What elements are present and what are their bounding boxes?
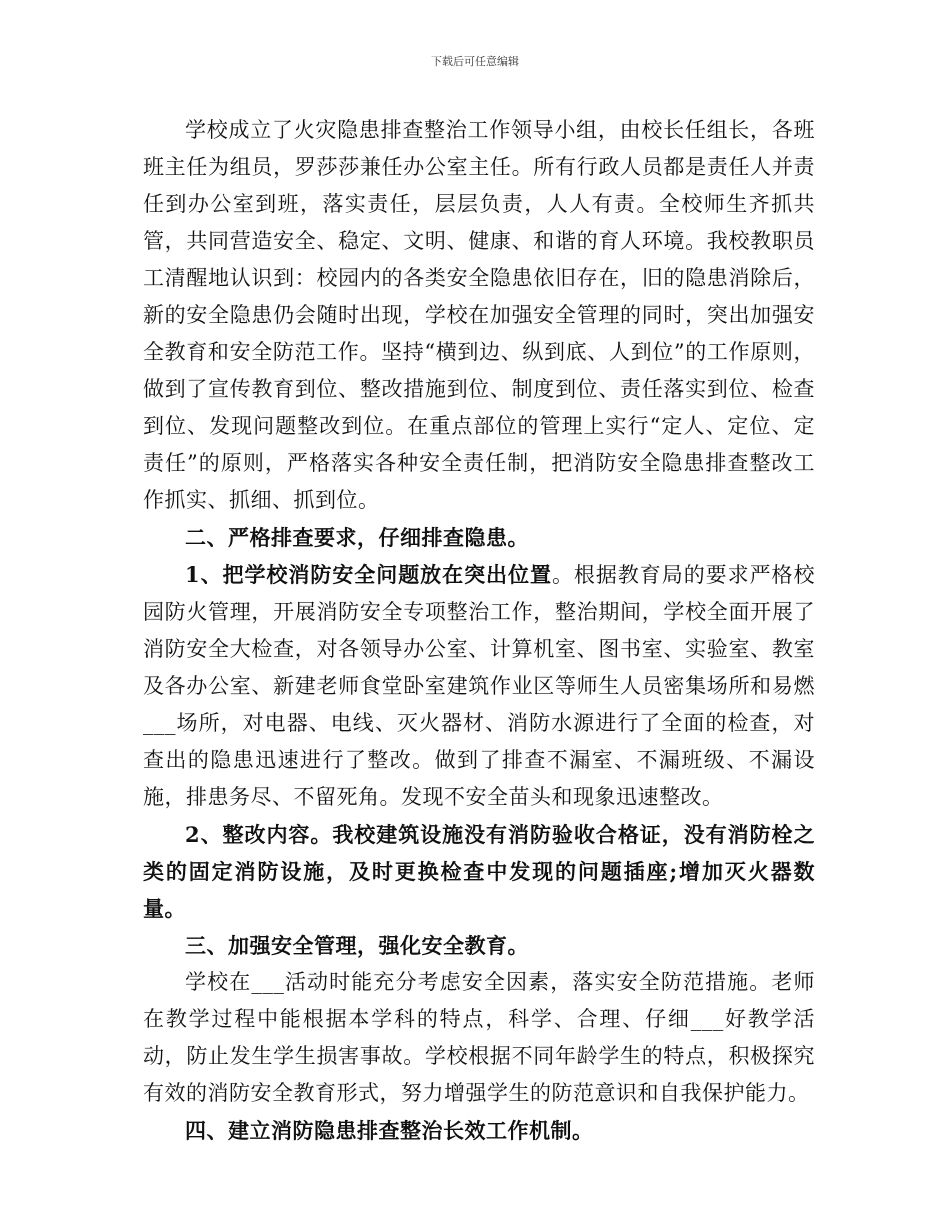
- section-heading-2: 二、严格排查要求，仔细排查隐患。: [185, 525, 529, 550]
- section-heading-4: 四、建立消防隐患排查整治长效工作机制。: [185, 1118, 594, 1143]
- document-body: [143, 112, 815, 1149]
- page-header: 下载后可任意编辑: [431, 55, 519, 68]
- paragraph-lead-bold: 1、把学校消防安全问题放在突出位置: [185, 562, 552, 587]
- paragraph-fire-safety-priority: [143, 556, 815, 816]
- paragraph-rectification-content: 2、整改内容。我校建筑设施没有消防验收合格证，没有消防栓之类的固定消防设施，及时更换检查中发现的问题插座;增加灭火器数量。: [143, 822, 815, 921]
- section-heading-3: 三、加强安全管理，强化安全教育。: [185, 933, 529, 958]
- paragraph-safety-education: 学校在___活动时能充分考虑安全因素，落实安全防范措施。老师在教学过程中能根据本学科的特点，科学、合理、仔细___好教学活动，防止发生学生损害事故。学校根据不同年龄学生的特点，积极探究有效的消防安全教育形式，努力增强学生的防范意识和自我保护能力。: [143, 970, 815, 1105]
- paragraph-body-text: 。根据教育局的要求严格校园防火管理，开展消防安全专项整治工作，整治期间，学校全面开展了消防安全大检查，对各领导办公室、计算机室、图书室、实验室、教室及各办公室、新建老师食堂卧室建筑作业区等师生人员密集场所和易燃___场所，对电器、电线、灭火器材、消防水源进行了全面的检查，对查出的隐患迅速进行了整改。做到了排查不漏室、不漏班级、不漏设施，排患务尽、不留死角。发现不安全苗头和现象迅速整改。: [143, 563, 815, 809]
- paragraph-leadership-group: 学校成立了火灾隐患排查整治工作领导小组，由校长任组长，各班班主任为组员，罗莎莎兼任办公室主任。所有行政人员都是责任人并责任到办公室到班，落实责任，层层负责，人人有责。全校师生齐抓共管，共同营造安全、稳定、文明、健康、和谐的育人环境。我校教职员工清醒地认识到：校园内的各类安全隐患依旧存在，旧的隐患消除后，新的安全隐患仍会随时出现，学校在加强安全管理的同时，突出加强安全教育和安全防范工作。坚持“横到边、纵到底、人到位”的工作原则，做到了宣传教育到位、整改措施到位、制度到位、责任落实到位、检查到位、发现问题整改到位。在重点部位的管理上实行“定人、定位、定责任”的原则，严格落实各种安全责任制，把消防安全隐患排查整改工作抓实、抓细、抓到位。: [143, 118, 815, 512]
